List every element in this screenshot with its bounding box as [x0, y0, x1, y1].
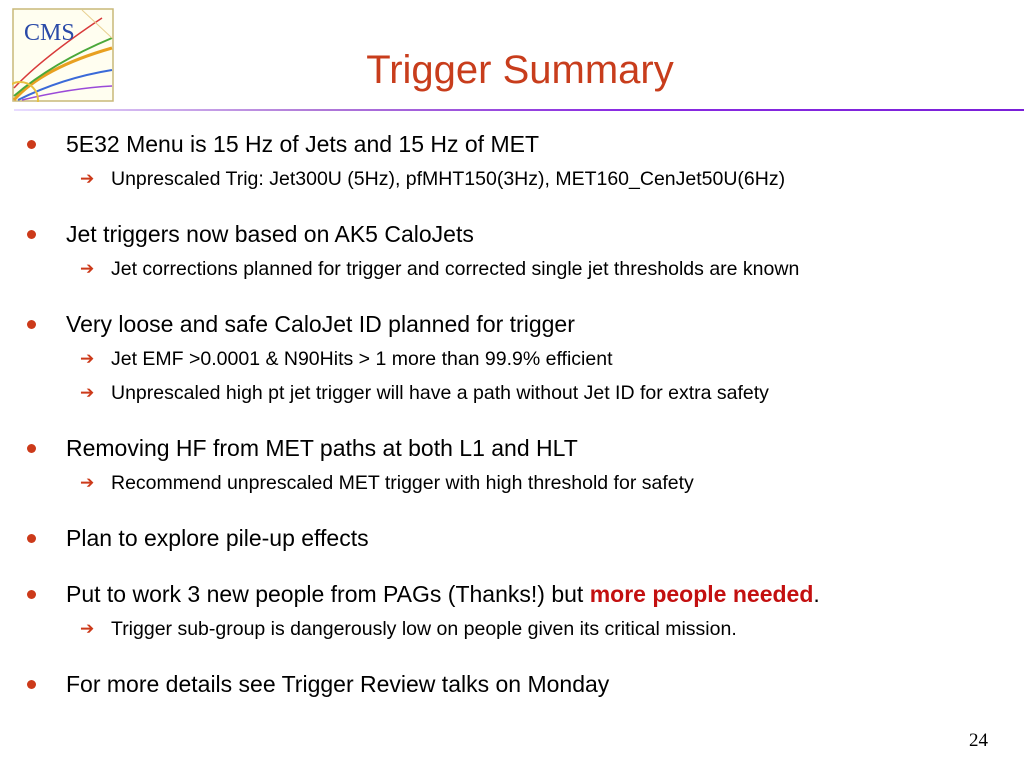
sub-bullet-item: ➔ Recommend unprescaled MET trigger with high threshold for safety	[0, 466, 1024, 500]
bullet-item: 5E32 Menu is 15 Hz of Jets and 15 Hz of MET	[0, 126, 1024, 162]
sub-bullet-item: ➔ Jet corrections planned for trigger and corrected single jet thresholds are known	[0, 252, 1024, 286]
bullet-dot-icon	[27, 680, 36, 689]
bullet-item: Very loose and safe CaloJet ID planned for trigger	[0, 306, 1024, 342]
page-number: 24	[969, 730, 988, 751]
arrow-right-icon: ➔	[80, 259, 95, 278]
bullet-dot-icon	[27, 534, 36, 543]
bullet-dot-icon	[27, 590, 36, 599]
highlight-text: more people needed	[589, 581, 814, 607]
arrow-right-icon: ➔	[80, 473, 95, 492]
sub-bullet-item: ➔ Trigger sub-group is dangerously low on people given its critical mission.	[0, 612, 1024, 646]
sub-bullet-item: ➔ Unprescaled Trig: Jet300U (5Hz), pfMHT150(3Hz), MET160_CenJet50U(6Hz)	[0, 162, 1024, 196]
bullet-item: Removing HF from MET paths at both L1 and HLT	[0, 430, 1024, 466]
bullet-item: Plan to explore pile-up effects	[0, 520, 1024, 556]
arrow-right-icon: ➔	[80, 169, 95, 188]
slide-title: Trigger Summary	[366, 48, 674, 92]
slide-content	[0, 126, 1024, 702]
bullet-item: Jet triggers now based on AK5 CaloJets	[0, 216, 1024, 252]
bullet-item: For more details see Trigger Review talks on Monday	[0, 666, 1024, 702]
arrow-right-icon: ➔	[80, 349, 95, 368]
sub-bullet-item: ➔ Unprescaled high pt jet trigger will have a path without Jet ID for extra safety	[0, 376, 1024, 410]
arrow-right-icon: ➔	[80, 619, 95, 638]
arrow-right-icon: ➔	[80, 383, 95, 402]
bullet-dot-icon	[27, 230, 36, 239]
bullet-dot-icon	[27, 444, 36, 453]
cms-logo-text: CMS	[24, 20, 75, 46]
bullet-item: Put to work 3 new people from PAGs (Thanks!) but more people needed.	[0, 576, 1024, 612]
title-divider	[14, 109, 1024, 111]
bullet-dot-icon	[27, 320, 36, 329]
sub-bullet-item: ➔ Jet EMF >0.0001 & N90Hits > 1 more than 99.9% efficient	[0, 342, 1024, 376]
bullet-dot-icon	[27, 140, 36, 149]
